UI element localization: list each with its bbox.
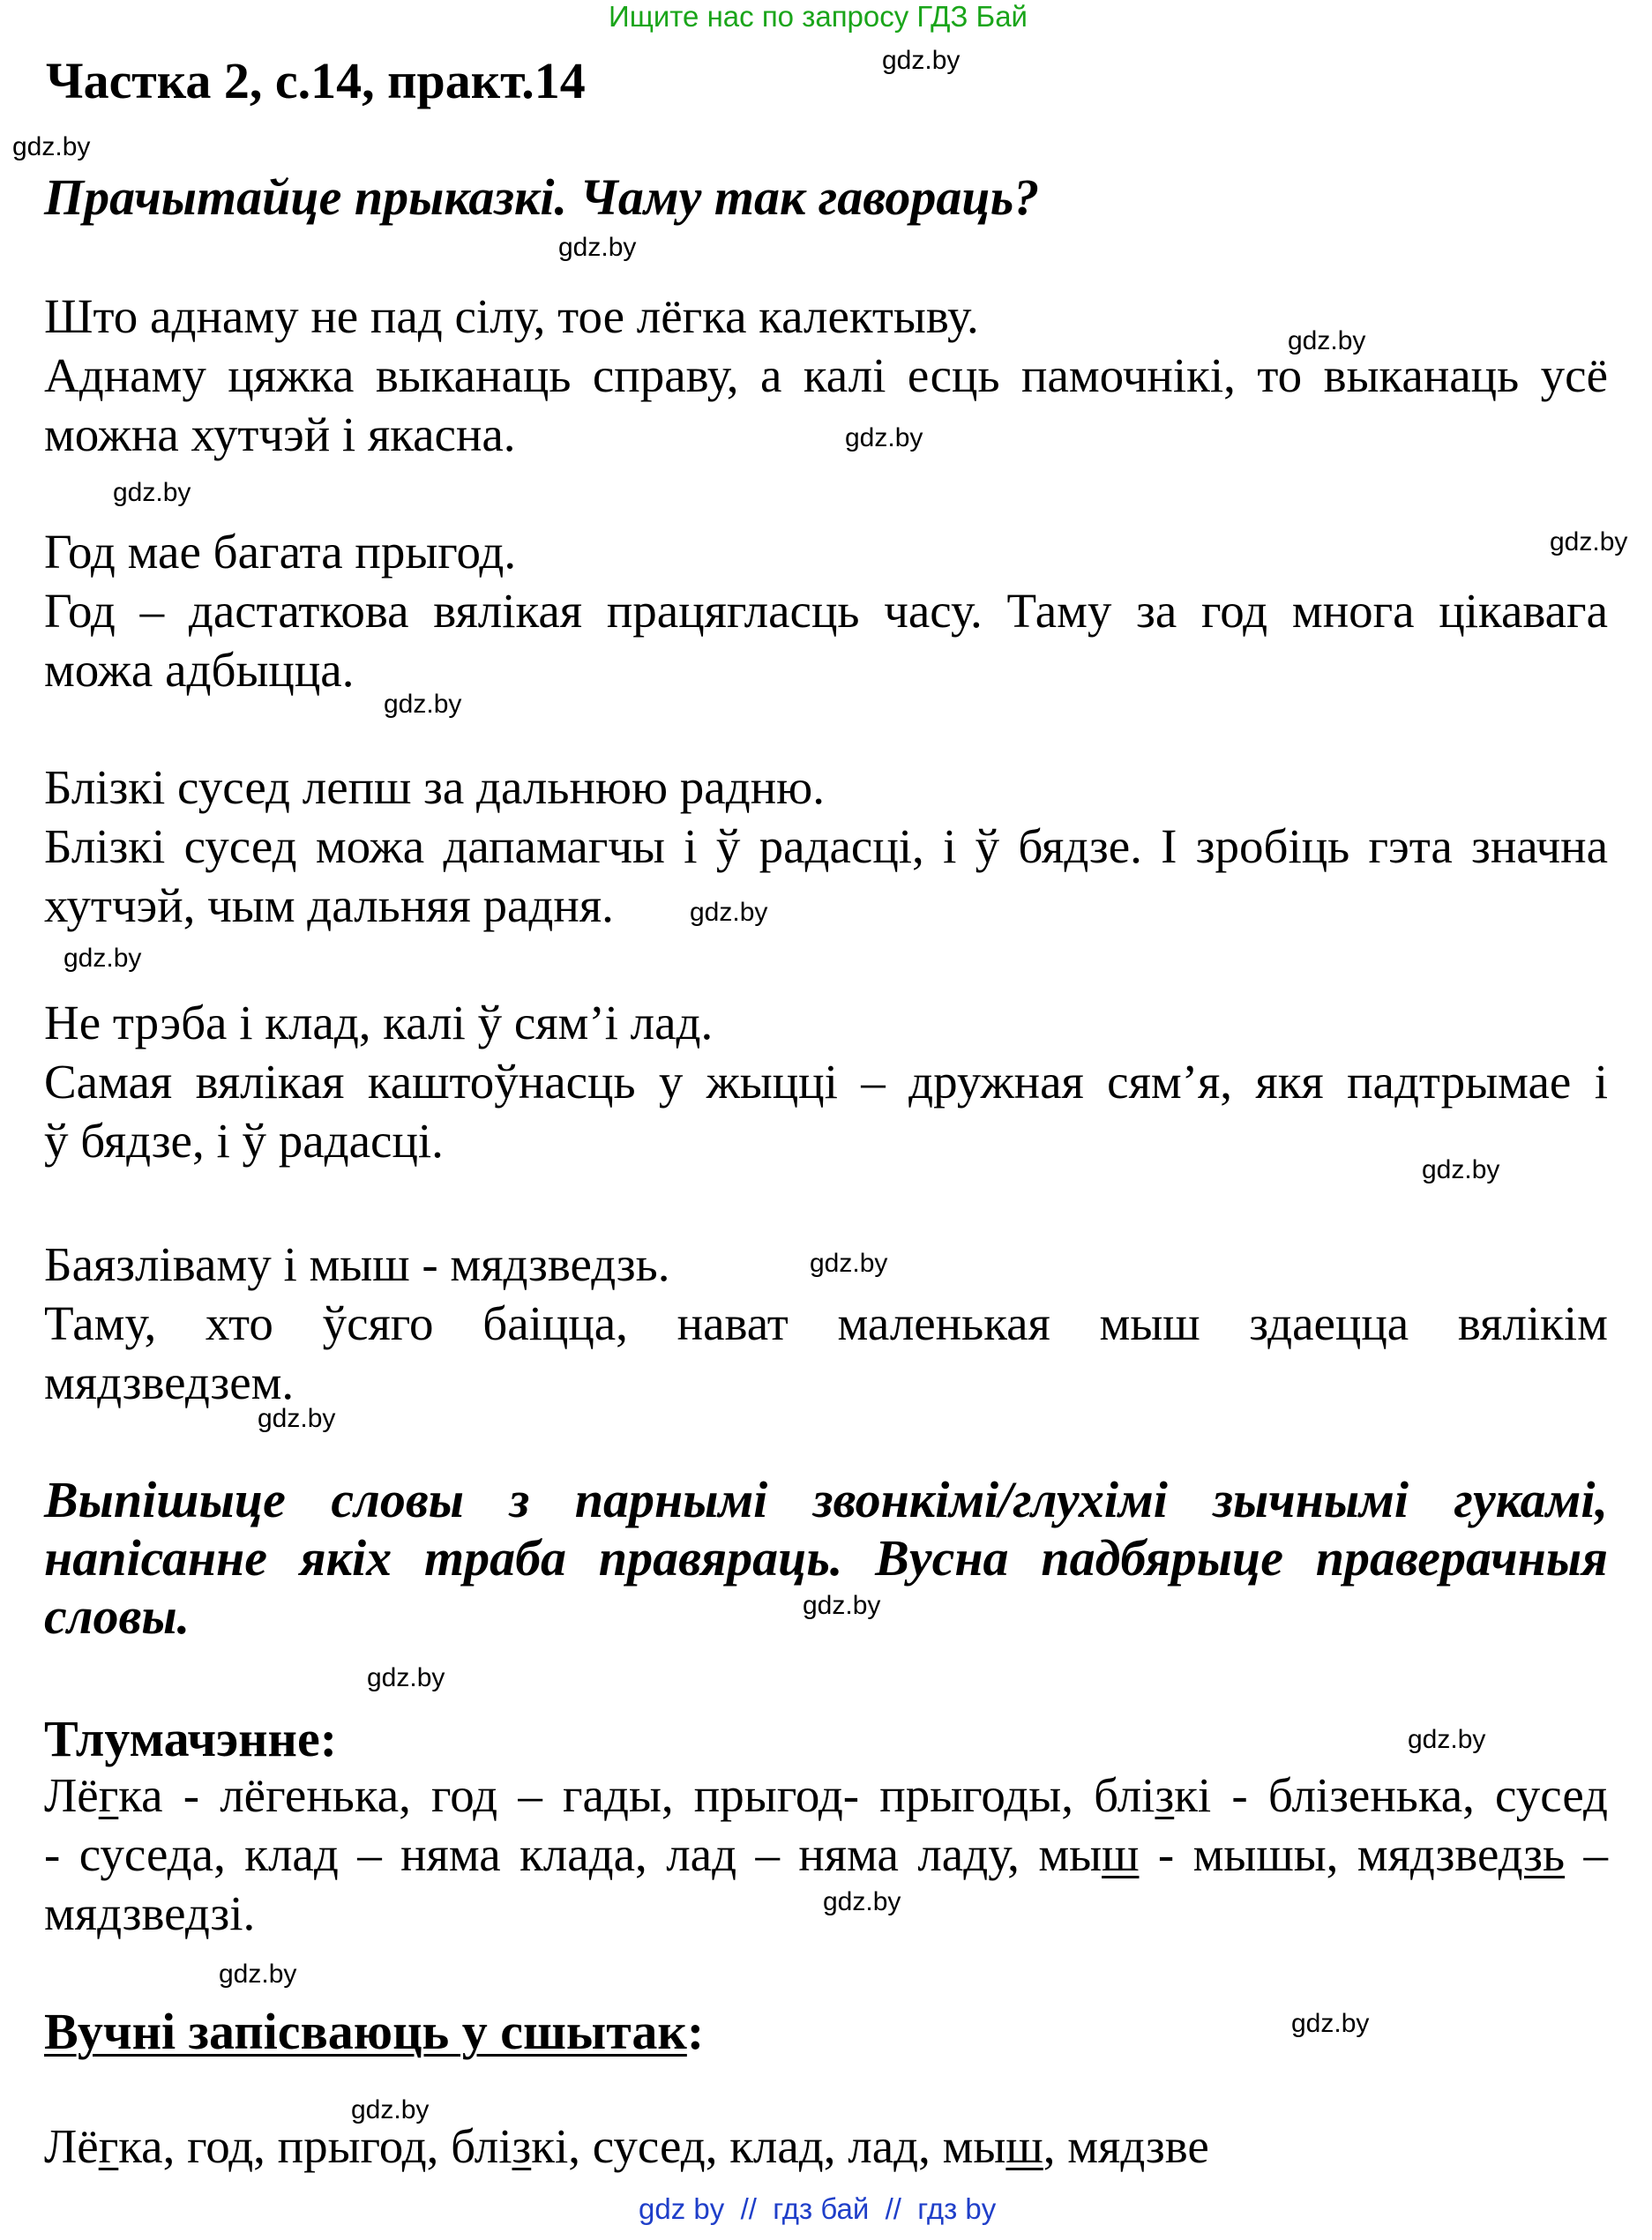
task2-line3: словы. — [44, 1587, 191, 1645]
proverb-5: Баязліваму і мыш - мядзведзь. — [44, 1237, 670, 1291]
explanation-5-line2: мядзведзем. — [44, 1355, 295, 1409]
page-title: Частка 2, с.14, практ.14 — [46, 52, 586, 109]
proverb-3: Блізкі сусед лепш за дальнюю радню. — [44, 760, 825, 814]
explanation-3-line2: хутчэй, чым дальняя радня. — [44, 878, 614, 932]
explanation-line2: - суседа, клад – няма клада, лад – няма ладу, мыш - мышы, мядзведзь – — [44, 1827, 1609, 1881]
explanation-1-line1: Аднаму цяжка выканаць справу, а калі есць памочнікі, то выканаць усё — [44, 348, 1608, 402]
watermark: gdz.by — [1288, 326, 1366, 355]
watermark: gdz.by — [64, 944, 142, 973]
watermark: gdz.by — [1408, 1725, 1486, 1754]
explanation-line3: мядзведзі. — [44, 1886, 256, 1940]
task2-line2: напісанне якіх траба правяраць. Вусна падбярыце праверачныя — [44, 1529, 1608, 1587]
task1-heading: Прачытайце прыказкі. Чаму так гавораць? — [44, 168, 1040, 226]
watermark: gdz.by — [1422, 1155, 1500, 1184]
watermark: gdz.by — [823, 1887, 901, 1916]
watermark: gdz.by — [219, 1960, 297, 1989]
explanation-5-line1: Таму, хто ўсяго баіцца, нават маленькая мыш здаецца вялікім — [44, 1296, 1608, 1350]
notebook-words: Лёгка, год, прыгод, блізкі, сусед, клад, лад, мыш, мядзве — [44, 2119, 1209, 2173]
explanation-1-line2: можна хутчэй і якасна. — [44, 407, 516, 461]
watermark: gdz.by — [803, 1591, 881, 1620]
watermark: gdz.by — [12, 132, 91, 161]
proverb-2: Год мае багата прыгод. — [44, 525, 517, 579]
watermark: gdz.by — [845, 423, 923, 452]
proverb-4: Не трэба і клад, калі ў сям’і лад. — [44, 996, 714, 1049]
watermark: gdz.by — [384, 690, 462, 719]
watermark: gdz.by — [810, 1249, 888, 1278]
watermark: gdz.by — [558, 233, 637, 262]
explanation-4-line2: ў бядзе, і ў радасці. — [44, 1114, 444, 1168]
watermark: gdz.by — [351, 2095, 430, 2124]
explanation-heading: Тлумачэнне: — [44, 1710, 338, 1767]
watermark: gdz.by — [1291, 2009, 1370, 2038]
top-banner: Ищите нас по запросу ГДЗ Бай — [609, 0, 1028, 33]
watermark: gdz.by — [113, 478, 191, 507]
bottom-banner: gdz by // гдз бай // гдз by — [639, 2192, 997, 2225]
task2-line1: Выпішыце словы з парнымі звонкімі/глухімі зычнымі гукамі, — [44, 1471, 1608, 1528]
explanation-line1: Лёгка - лёгенька, год – гады, прыгод- прыгоды, блізкі - блізенька, сусед — [44, 1768, 1609, 1822]
watermark: gdz.by — [258, 1404, 336, 1433]
explanation-2-line1: Год – дастаткова вялікая працягласць часу. Таму за год многа цікавага — [44, 584, 1608, 638]
watermark: gdz.by — [1550, 527, 1628, 556]
proverb-1: Што аднаму не пад сілу, тое лёгка калектыву. — [44, 289, 979, 343]
watermark: gdz.by — [882, 46, 961, 75]
explanation-2-line2: можа адбыцца. — [44, 643, 355, 697]
watermark: gdz.by — [367, 1663, 445, 1692]
explanation-4-line1: Самая вялікая каштоўнасць у жыцці – дружная сям’я, якя падтрымае і — [44, 1055, 1608, 1109]
explanation-3-line1: Блізкі сусед можа дапамагчы і ў радасці, і ў бядзе. І зробіць гэта значна — [44, 819, 1608, 873]
watermark: gdz.by — [690, 898, 768, 927]
notebook-heading: Вучні запісваюць у сшытак: — [44, 2003, 705, 2060]
